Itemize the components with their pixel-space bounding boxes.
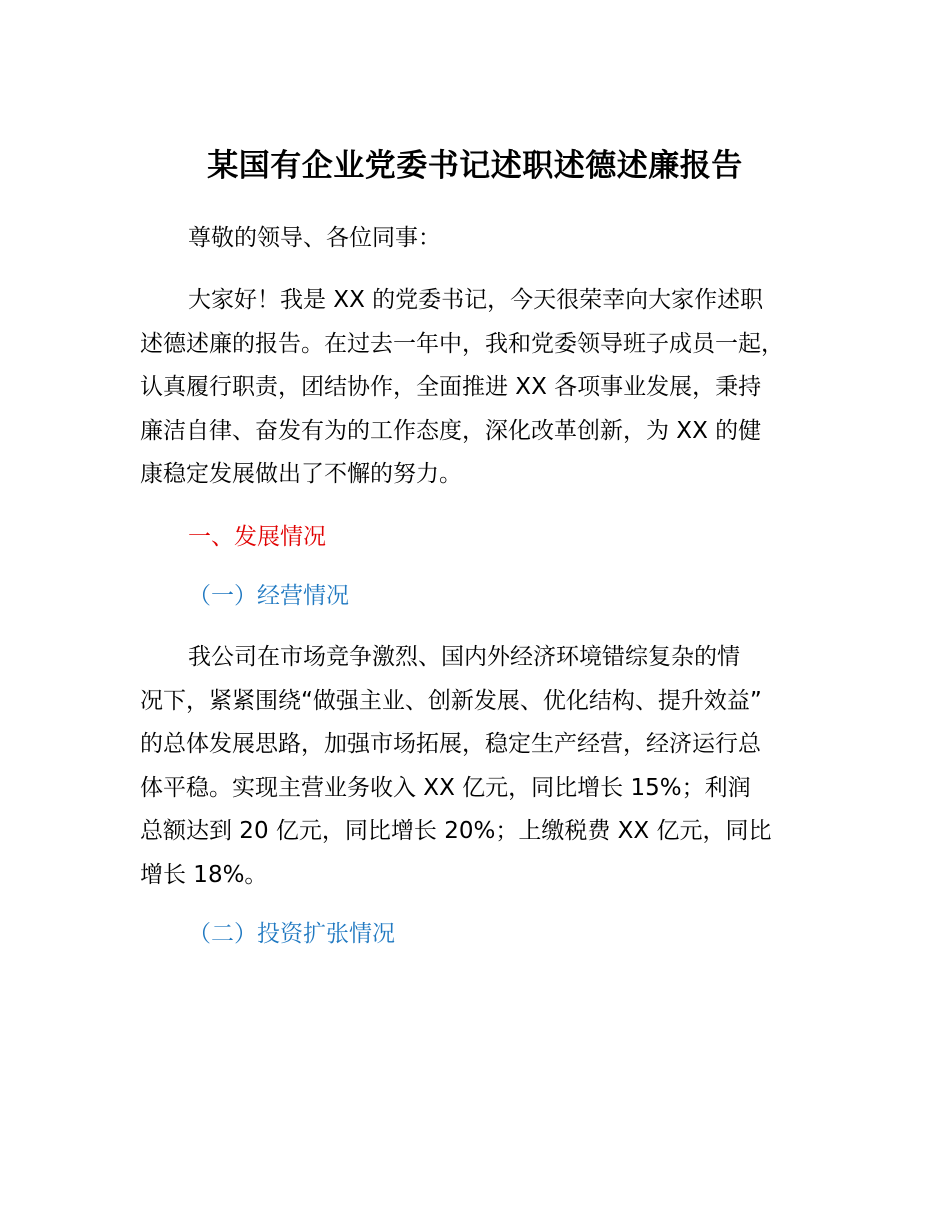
intro-paragraph — [140, 279, 840, 497]
salutation-text: 尊敬的领导、各位同事： — [188, 225, 441, 251]
subsection-heading — [140, 913, 840, 957]
document-title: 某国有企业党委书记述职述德述廉报告 — [207, 148, 743, 184]
intro-line: 廉洁自律、奋发有为的工作态度，深化改革创新，为 XX 的健 — [140, 417, 762, 444]
business-line: 增长 18%。 — [140, 861, 268, 888]
section-heading — [140, 516, 840, 560]
subsection-heading-text: （二）投资扩张情况 — [188, 921, 395, 947]
intro-line: 述德述廉的报告。在过去一年中，我和党委领导班子成员一起， — [140, 330, 784, 357]
business-line: 况下，紧紧围绕“做强主业、创新发展、优化结构、提升效益” — [140, 687, 762, 714]
business-line: 体平稳。实现主营业务收入 XX 亿元，同比增长 15%；利润 — [140, 774, 751, 801]
business-line: 的总体发展思路，加强市场拓展，稳定生产经营，经济运行总 — [140, 731, 761, 757]
intro-line: 大家好！我是 XX 的党委书记，今天很荣幸向大家作述职 — [188, 287, 764, 313]
intro-line: 康稳定发展做出了不懈的努力。 — [140, 461, 462, 487]
business-paragraph — [140, 636, 840, 897]
subsection-heading-text: （一）经营情况 — [188, 583, 349, 609]
section-heading-text: 一、发展情况 — [188, 524, 326, 550]
business-line: 我公司在市场竞争激烈、国内外经济环境错综复杂的情 — [188, 644, 740, 670]
salutation — [140, 217, 840, 261]
subsection-heading — [140, 575, 840, 619]
intro-line: 认真履行职责，团结协作，全面推进 XX 各项事业发展，秉持 — [140, 374, 762, 400]
business-line: 总额达到 20 亿元，同比增长 20%；上缴税费 XX 亿元，同比 — [140, 818, 772, 844]
